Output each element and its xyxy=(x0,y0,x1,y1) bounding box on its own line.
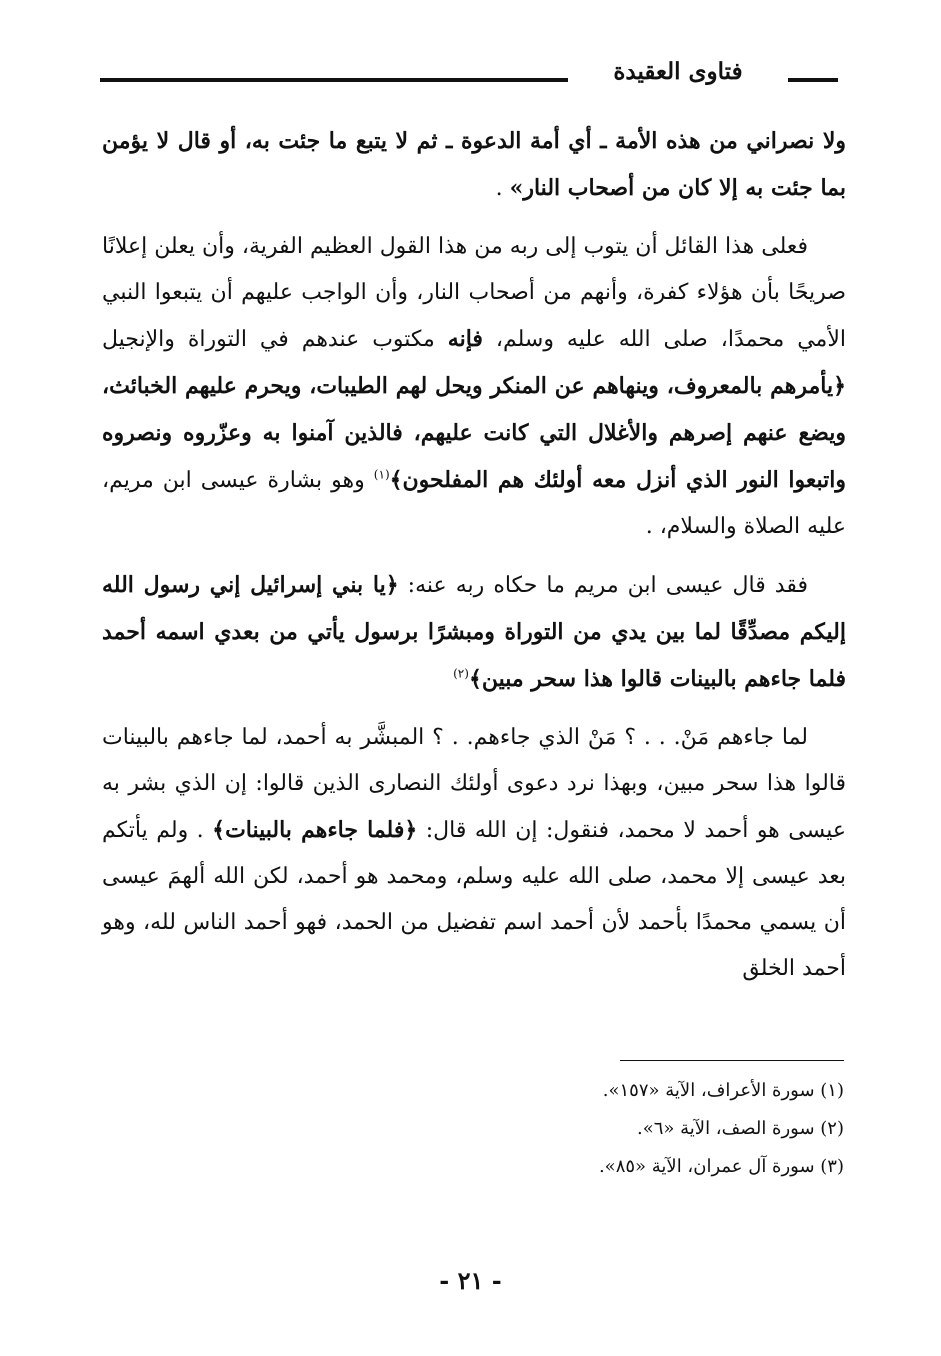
header-rule-left xyxy=(100,78,568,82)
footnote-2: (٢) سورة الصف، الآية «٦». xyxy=(637,1118,844,1139)
quoted-text: ﴿يأمرهم بالمعروف، وينهاهم عن المنكر ويحل لهم الطيبات، ويحرم عليهم الخبائث، ويضع عنهم إصرهم والأغلال التي كانت عليهم، فالذين آمنوا به وعزّروه ونصروه واتبعوا النور الذي أنزل معه أولئك هم المفلحون﴾ xyxy=(102,373,847,493)
header-rule-right xyxy=(788,78,838,82)
quoted-text: ﴿يا بني إسرائيل إني رسول الله إليكم مصدِّقًا لما بين يدي من التوراة ومبشرًا برسول يأتي من بعدي اسمه أحمد فلما جاءهم بالبينات قالوا هذا سحر مبين﴾ xyxy=(102,572,846,692)
footnotes xyxy=(102,1072,844,1186)
paragraph xyxy=(102,562,846,703)
header-title: فتاوى العقيدة xyxy=(613,58,743,85)
paragraph-text: لما جاءهم مَنْ. . . ؟ مَنْ الذي جاءهم. . ؟ المبشَّر به أحمد، لما جاءهم بالبينات قالوا هذا سحر مبين، وبهذا نرد دعوى أولئك النصارى الذين قالوا: إن الذي بشر به عيسى هو أحمد لا محمد، فنقول: إن الله قال: xyxy=(102,725,846,843)
footnote-3: (٣) سورة آل عمران، الآية «٨٥». xyxy=(598,1156,844,1177)
paragraph-text: . ولم يأتكم بعد عيسى إلا محمد، صلى الله عليه وسلم، ومحمد هو أحمد، لكن الله ألهمَ عيسى أن يسمي محمدًا بأحمد لأن أحمد اسم تفضيل من الحمد، فهو أحمد الناس لله، وهو أحمد الخلق xyxy=(102,818,846,981)
paragraph-text: فقد قال عيسى ابن مريم ما حكاه ربه عنه: xyxy=(398,573,808,598)
quoted-text: ولا نصراني من هذه الأمة ـ أي أمة الدعوة ـ ثم لا يتبع ما جئت به، أو قال لا يؤمن بما جئت به إلا كان من أصحاب النار» xyxy=(102,128,846,201)
paragraph xyxy=(102,118,846,212)
paragraph-text: . xyxy=(495,176,510,201)
footnote-reference: (٢) xyxy=(453,666,469,681)
running-header xyxy=(100,52,838,92)
body-text xyxy=(102,118,846,1004)
footnote-separator xyxy=(620,1060,844,1061)
paragraph xyxy=(102,224,846,550)
page-number: - ٢١ - xyxy=(439,1266,502,1295)
paragraph xyxy=(102,715,846,992)
footnote-1: (١) سورة الأعراف، الآية «١٥٧». xyxy=(602,1080,844,1101)
paragraph-text: فعلى هذا القائل أن يتوب إلى ربه من هذا القول العظيم الفرية، وأن يعلن إعلانًا صريحًا بأن هؤلاء كفرة، وأنهم من أصحاب النار، وأن الواجب عليهم أن يتبعوا النبي الأمي محمدًا، صلى الله عليه وسلم، xyxy=(102,234,846,352)
quoted-text: ﴿فلما جاءهم بالبينات﴾ xyxy=(212,817,418,843)
paragraph-text: وهو بشارة عيسى ابن مريم، عليه الصلاة والسلام، . xyxy=(102,468,846,539)
quoted-text: فإنه xyxy=(447,326,483,352)
paragraph-text: مكتوب عندهم في التوراة والإنجيل xyxy=(102,327,448,352)
footnote-reference: (١) xyxy=(373,467,390,482)
